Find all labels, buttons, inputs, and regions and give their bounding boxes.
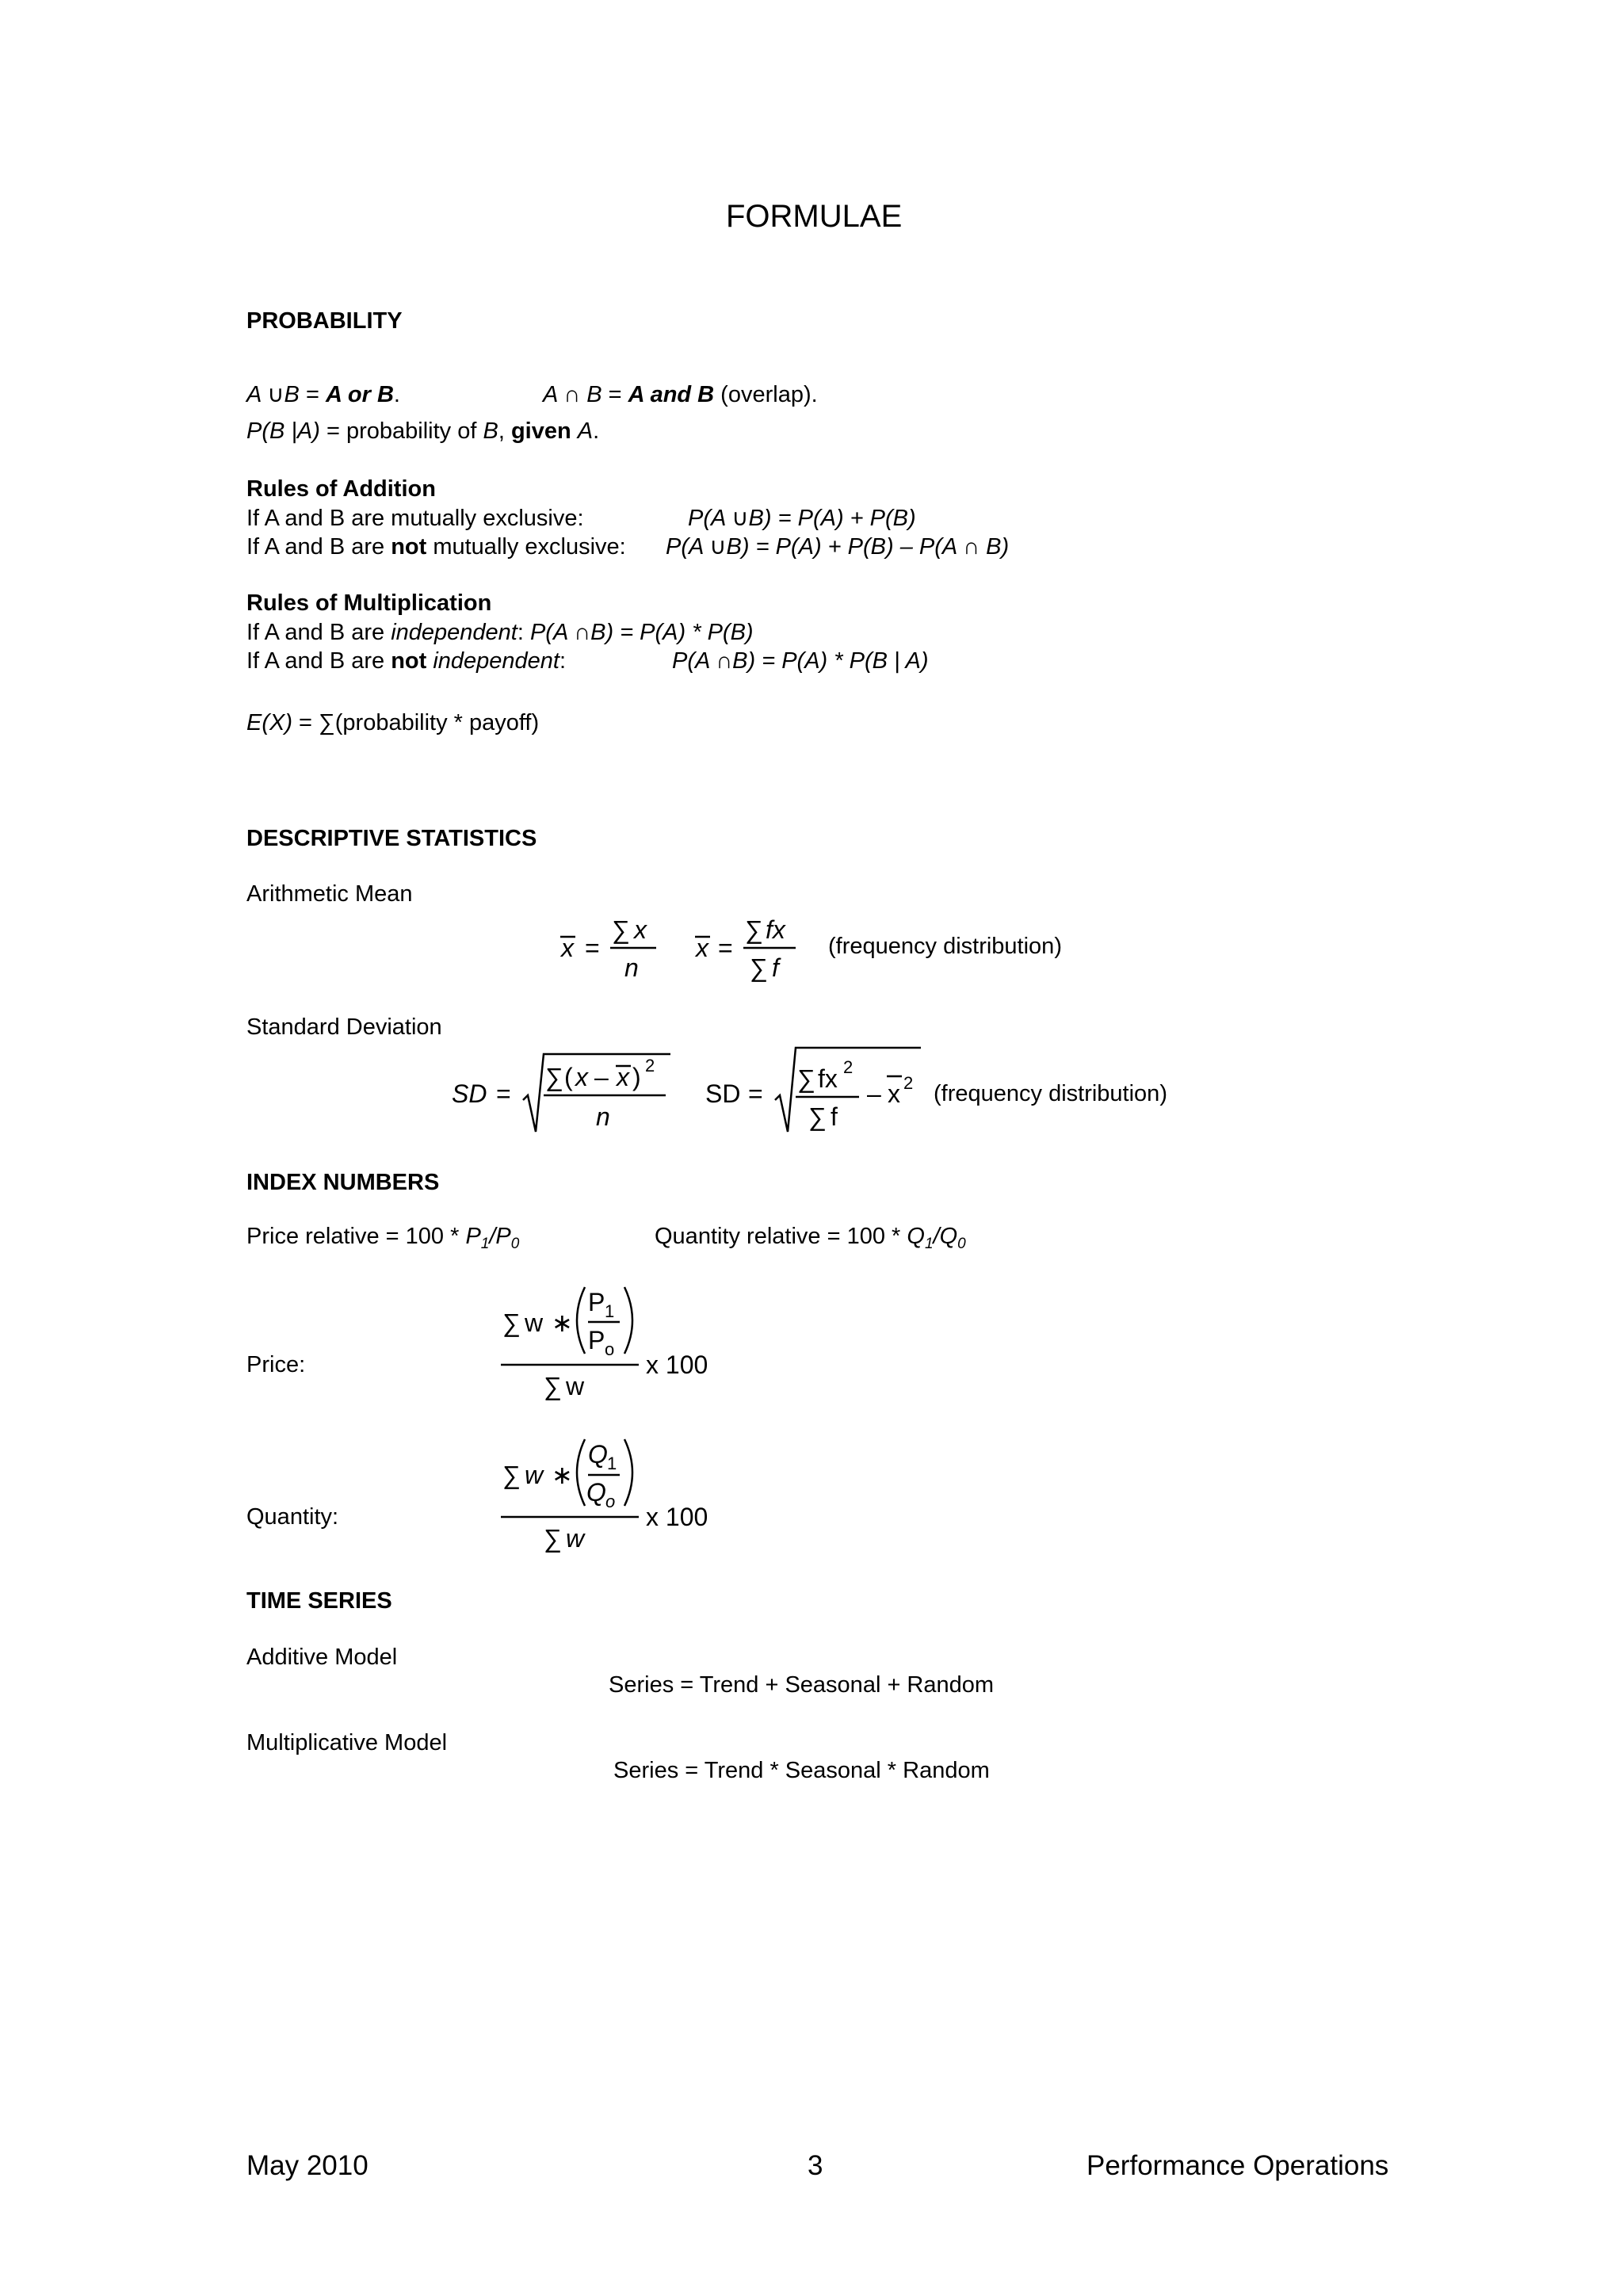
svg-text:n: n [624,953,639,982]
page-title: FORMULAE [726,199,903,234]
svg-text:∑: ∑ [544,1372,562,1400]
expected-rhs: (probability * payoff) [334,710,540,735]
svg-text:∑: ∑ [545,1063,563,1091]
time-series-heading: TIME SERIES [246,1588,392,1614]
svg-text:∑: ∑ [797,1064,815,1093]
addition-line-1-formula: P(A ∪B) = P(A) + P(B) [688,506,916,531]
index-numbers-heading: INDEX NUMBERS [246,1170,440,1195]
svg-text:Q: Q [588,1440,608,1469]
svg-text:1: 1 [605,1301,615,1321]
intersection-definition [543,380,818,409]
svg-text:∑: ∑ [808,1102,827,1131]
svg-text:): ) [632,1063,641,1091]
multiplicative-model-formula: Series = Trend * Seasonal * Random [613,1758,990,1783]
svg-text:=: = [496,1079,511,1108]
conditional-a: A [577,418,594,444]
svg-text:w: w [525,1308,544,1337]
svg-text:=: = [718,934,733,962]
svg-text:Q: Q [586,1478,606,1507]
svg-text:w: w [566,1524,585,1553]
addition-heading: Rules of Addition [246,476,436,502]
quantity-relative [650,1213,1014,1252]
svg-text:∗: ∗ [552,1308,573,1337]
svg-text:P: P [588,1326,605,1354]
svg-text:o: o [605,1492,616,1511]
multiplication-line-2-independent: independent [426,648,559,674]
quantity-label: Quantity: [246,1504,339,1530]
svg-text:∑: ∑ [502,1461,521,1489]
svg-text:2: 2 [843,1057,854,1077]
addition-line-2-formula: P(A ∪B) = P(A) + P(B) – P(A ∩ B) [666,534,1010,560]
standard-deviation-label: Standard Deviation [246,1014,442,1040]
conditional-end: . [593,418,600,444]
addition-line-2-post: mutually exclusive: [426,534,626,560]
addition-line-1-text: If A and B are mutually exclusive: [246,506,584,531]
multiplication-heading: Rules of Multiplication [246,590,492,616]
multiplication-line-2-colon: : [559,648,567,674]
descriptive-statistics-heading: DESCRIPTIVE STATISTICS [246,826,537,851]
multiplication-line-1-colon: : [517,620,524,645]
svg-text:1: 1 [607,1454,617,1473]
addition-line-2-not: not [391,534,427,560]
svg-text:fx: fx [818,1064,838,1093]
svg-text:Quantity relative = 100 * Q1/Q: Quantity relative = $100 * Q_1/Q_0$ [655,1224,966,1252]
multiplication-line-1-formula: P(A ∩B) = P(A) * P(B) [529,620,754,645]
svg-text:w: w [525,1461,544,1489]
svg-text:x: x [617,1063,629,1091]
svg-text:∑: ∑ [612,915,630,944]
union-rhs: A or B [325,382,394,407]
additive-model-formula: Series = Trend + Seasonal + Random [609,1672,995,1698]
svg-text:w: w [566,1372,585,1400]
svg-text:2: 2 [645,1056,655,1075]
quantity-index-formula [491,1433,729,1560]
intersection-note: (overlap). [714,382,818,407]
intersection-lhs: A ∩ B [543,382,602,407]
conditional-given: given [510,418,571,444]
intersection-rhs: A and B [628,382,715,407]
footer-paper-name: Performance Operations [1086,2150,1389,2181]
svg-text:∗: ∗ [552,1461,573,1489]
svg-text:x: x [696,934,708,962]
conditional-mid: = probability of [319,418,483,444]
svg-text:SD: SD [452,1079,487,1108]
price-index-formula [491,1280,729,1407]
svg-text:o: o [605,1339,615,1359]
svg-text:=: = [748,1079,763,1108]
svg-text:x: x [575,1063,588,1091]
svg-text:f: f [831,1102,838,1131]
svg-text:Price relative = 100 * P1/P0: Price relative = $100 * P_1/P_0$ [246,1224,520,1252]
svg-text:(: ( [564,1063,573,1091]
price-label: Price: [246,1352,306,1377]
mean-formula [547,904,816,991]
union-eq: = [299,382,326,407]
svg-text:x: x [561,934,574,962]
multiplication-line-1-independent: independent [391,620,517,645]
svg-text:–: – [594,1063,609,1091]
multiplicative-model-label: Multiplicative Model [246,1730,448,1755]
footer-page-number: 3 [808,2150,823,2181]
union-definition [246,380,400,409]
svg-text:x: x [888,1079,900,1108]
conditional-lhs: P(B |A) [246,418,320,444]
multiplication-line-2-text [246,647,566,675]
svg-text:=: = [585,934,600,962]
probability-heading: PROBABILITY [246,308,403,334]
union-end: . [393,382,400,407]
multiplication-line-2-not: not [391,648,427,674]
conditional-b: B [483,418,498,444]
svg-text:∑: ∑ [745,915,763,944]
quantity-times-100: x 100 [646,1503,708,1531]
svg-text:∑: ∑ [544,1524,562,1553]
svg-text:SD: SD [705,1079,741,1108]
svg-text:∑: ∑ [502,1308,521,1337]
multiplication-line-2-pre: If A and B are [246,648,391,674]
price-times-100: x 100 [646,1350,708,1379]
multiplication-line-1 [246,618,754,647]
standard-deviation-formula [444,1038,935,1141]
addition-line-2-text [246,533,626,561]
svg-text:2: 2 [903,1073,914,1093]
svg-text:fx: fx [766,915,785,944]
svg-text:–: – [867,1079,881,1108]
expected-eq: = [292,710,319,735]
expected-value-formula [246,709,539,737]
price-relative [242,1213,575,1252]
svg-text:n: n [596,1102,610,1131]
expected-lhs: E(X) [246,710,292,735]
union-lhs: A ∪B [246,382,300,407]
sd-frequency-note: (frequency distribution) [934,1081,1167,1106]
svg-text:P: P [588,1288,605,1316]
conditional-comma: , [498,418,511,444]
sigma-icon: ∑ [319,710,335,735]
footer-date: May 2010 [246,2150,369,2181]
conditional-definition [246,417,599,445]
multiplication-line-2-formula: P(A ∩B) = P(A) * P(B | A) [672,648,929,674]
additive-model-label: Additive Model [246,1645,398,1670]
multiplication-line-1-pre: If A and B are [246,620,391,645]
svg-text:f: f [772,953,779,982]
svg-text:x: x [634,915,647,944]
svg-text:∑: ∑ [750,953,768,982]
addition-line-2-pre: If A and B are [246,534,391,560]
mean-frequency-note: (frequency distribution) [828,934,1062,959]
arithmetic-mean-label: Arithmetic Mean [246,881,413,907]
intersection-eq: = [601,382,628,407]
